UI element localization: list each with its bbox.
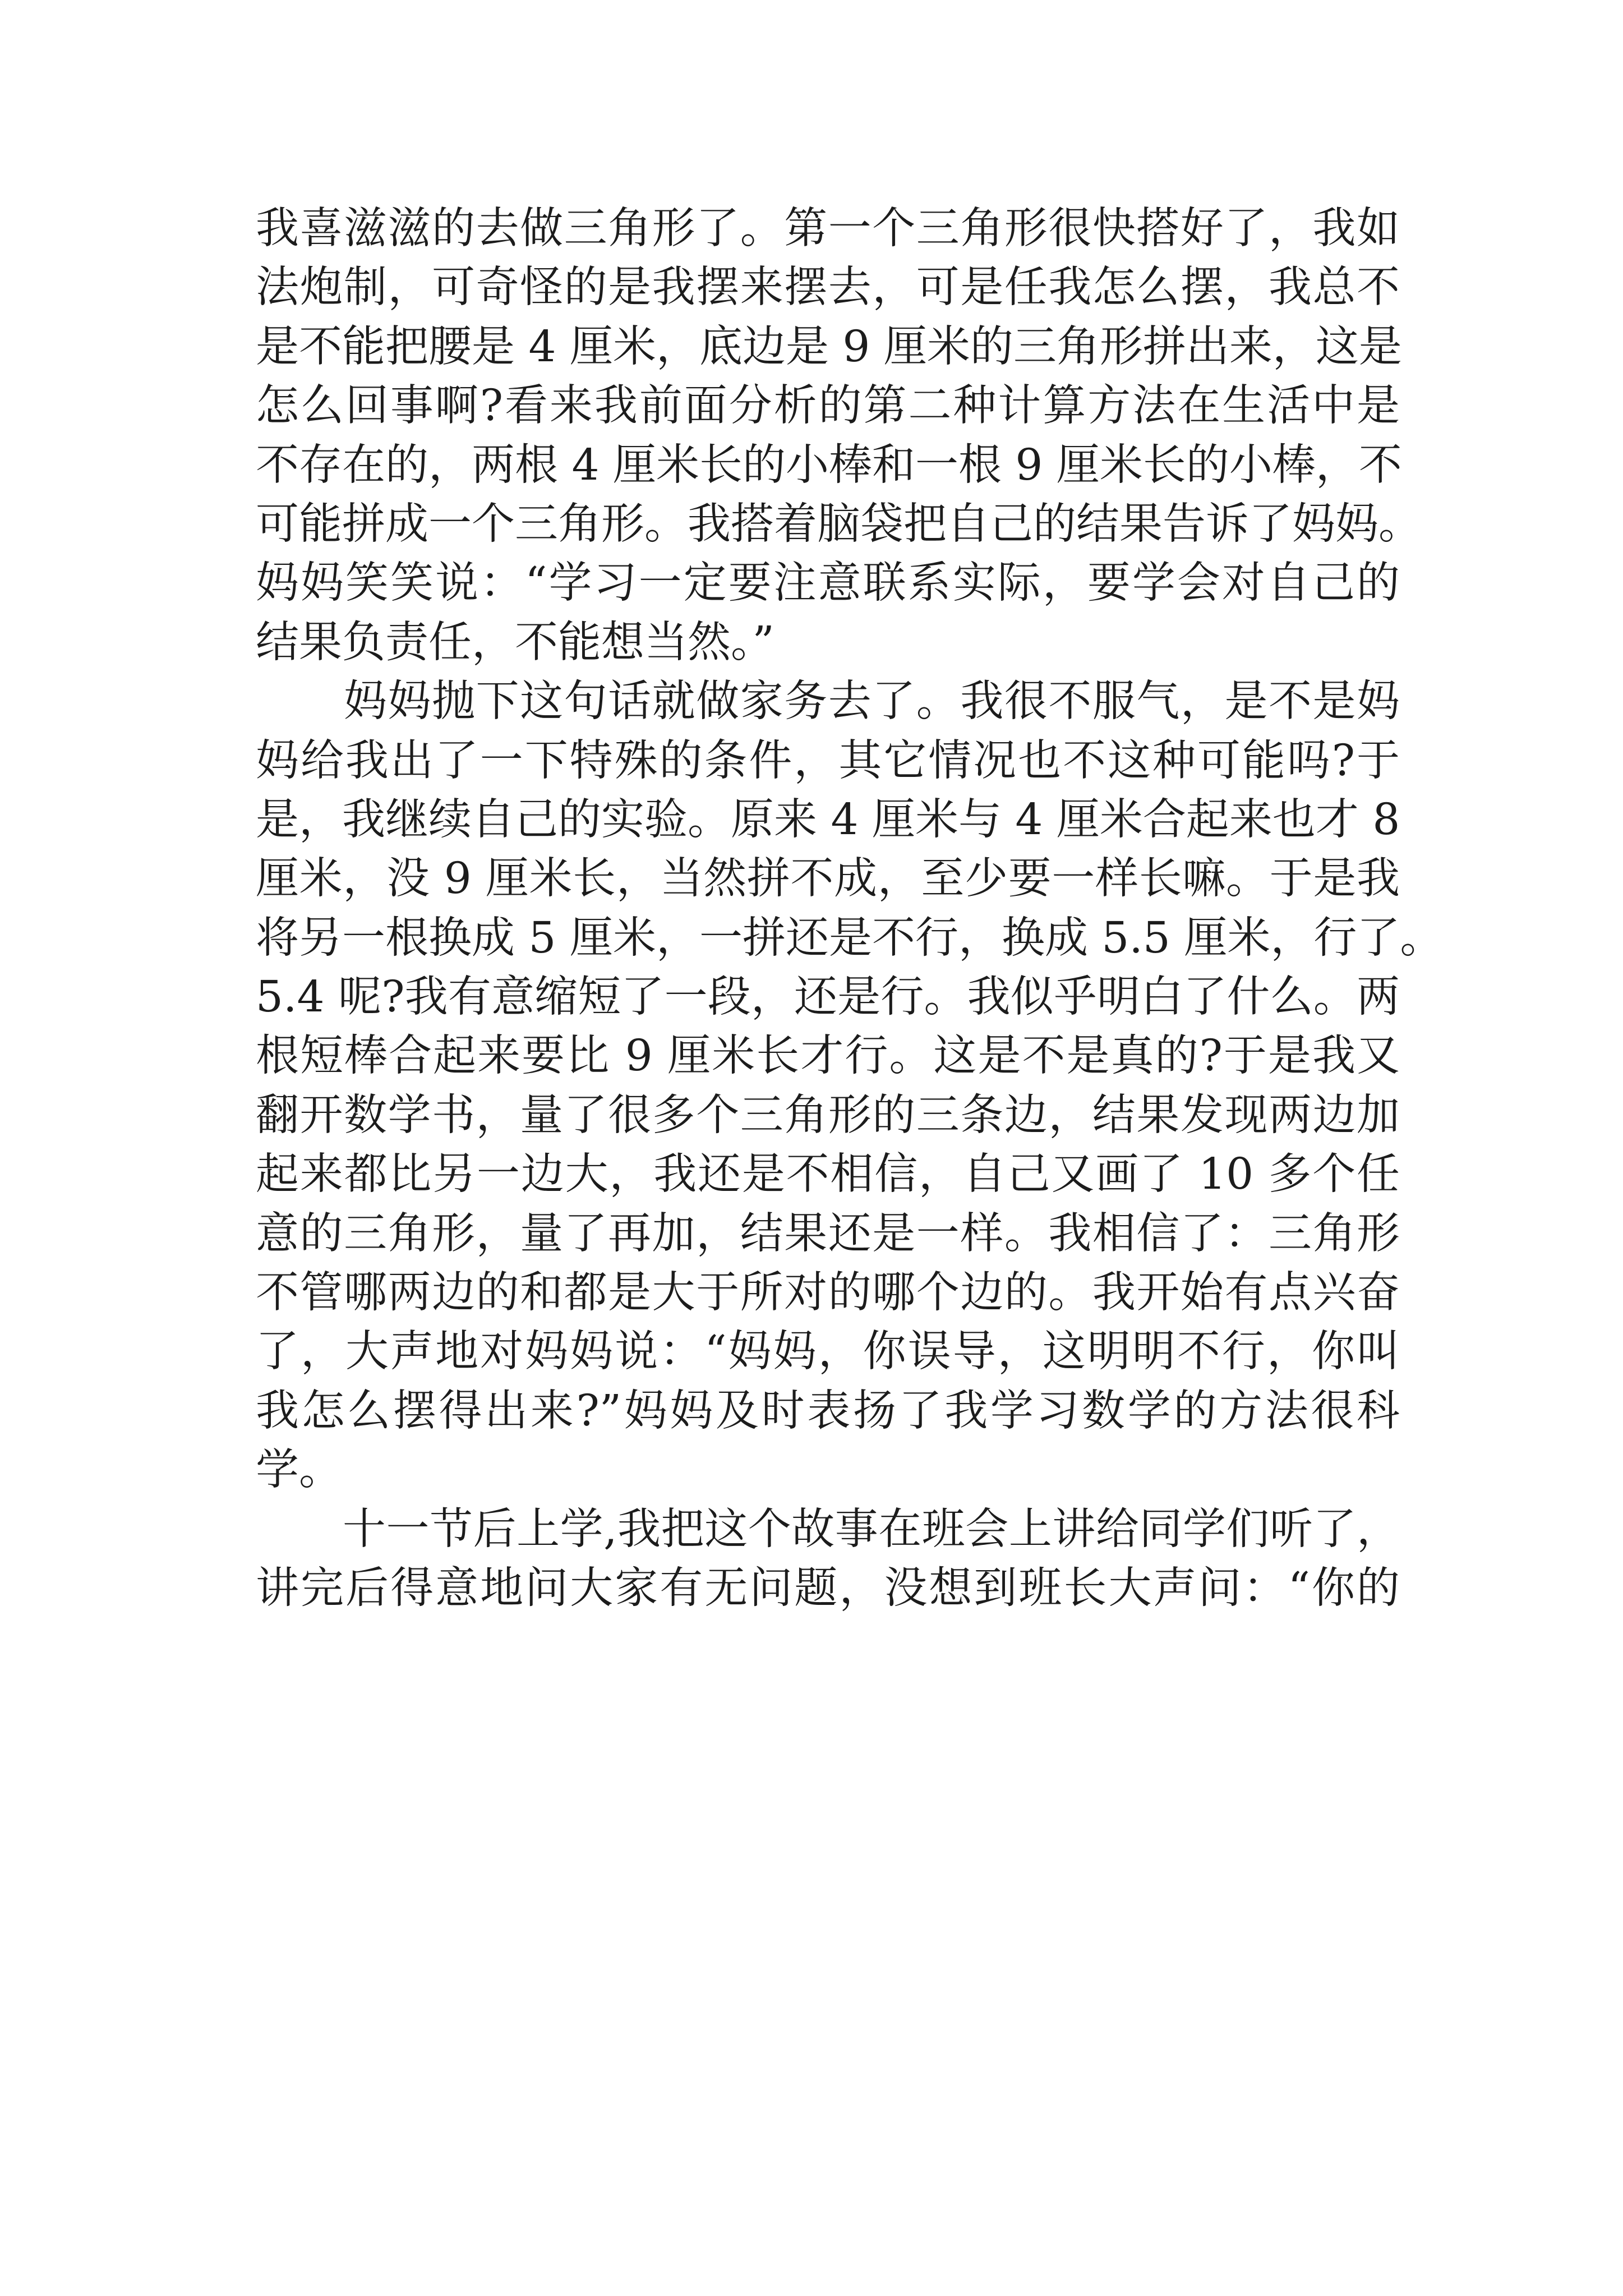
text-line: 讲完后得意地问大家有无问题，没想到班长大声问：“你的 [256, 1563, 1400, 1613]
text-line: 学。 [256, 1445, 342, 1496]
text-line: 起来都比另一边大，我还是不相信，自己又画了 10 多个任 [256, 1149, 1400, 1200]
text-line: 意的三角形，量了再加，结果还是一样。我相信了：三角形 [256, 1208, 1400, 1259]
text-line: 了，大声地对妈妈说：“妈妈，你误导，这明明不行，你叫 [256, 1327, 1400, 1377]
text-line: 是，我继续自己的实验。原来 4 厘米与 4 厘米合起来也才 8 [256, 794, 1400, 845]
text-line: 妈给我出了一下特殊的条件，其它情况也不这种可能吗?于 [256, 735, 1400, 786]
text-line: 法炮制，可奇怪的是我摆来摆去，可是任我怎么摆，我总不 [256, 263, 1400, 313]
text-line: 翻开数学书，量了很多个三角形的三条边，结果发现两边加 [256, 1090, 1400, 1140]
text-line: 妈妈抛下这句话就做家务去了。我很不服气，是不是妈 [256, 677, 1400, 727]
text-line: 不存在的，两根 4 厘米长的小棒和一根 9 厘米长的小棒，不 [256, 440, 1402, 490]
text-line: 怎么回事啊?看来我前面分析的第二种计算方法在生活中是 [256, 381, 1400, 431]
text-line: 我喜滋滋的去做三角形了。第一个三角形很快搭好了，我如 [256, 204, 1400, 254]
text-line: 根短棒合起来要比 9 厘米长才行。这是不是真的?于是我又 [256, 1031, 1400, 1082]
text-line: 5.4 呢?我有意缩短了一段，还是行。我似乎明白了什么。两 [256, 972, 1400, 1023]
text-line: 可能拼成一个三角形。我搭着脑袋把自己的结果告诉了妈妈。 [256, 499, 1422, 549]
text-line: 结果负责任，不能想当然。” [256, 617, 774, 668]
text-line: 十一节后上学,我把这个故事在班会上讲给同学们听了， [256, 1504, 1400, 1554]
text-line: 是不能把腰是 4 厘米，底边是 9 厘米的三角形拼出来，这是 [256, 321, 1402, 372]
body-text [256, 199, 1444, 1618]
text-line: 我怎么摆得出来?”妈妈及时表扬了我学习数学的方法很科 [256, 1386, 1400, 1436]
text-line: 不管哪两边的和都是大于所对的哪个边的。我开始有点兴奋 [256, 1268, 1400, 1318]
text-line: 妈妈笑笑说：“学习一定要注意联系实际，要学会对自己的 [256, 558, 1400, 609]
text-line: 将另一根换成 5 厘米，一拼还是不行，换成 5.5 厘米，行了。 [256, 913, 1444, 963]
text-line: 厘米，没 9 厘米长，当然拼不成，至少要一样长嘛。于是我 [256, 854, 1400, 904]
